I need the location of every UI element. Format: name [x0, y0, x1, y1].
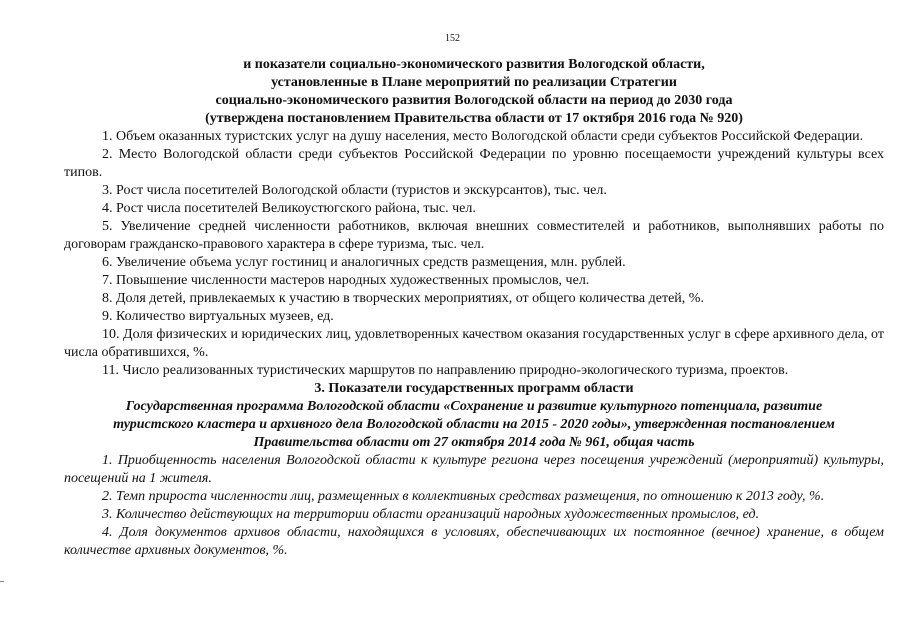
indicator-list: [64, 128, 884, 380]
header-line: и показатели социально-экономического развития Вологодской области,: [243, 57, 705, 72]
list-item: 1. Объем оказанных туристских услуг на душу населения, место Вологодской области среди субъектов Российской Федерации.: [102, 129, 864, 144]
scan-margin-mark: [0, 581, 4, 582]
list-item: 3. Рост числа посетителей Вологодской области (туристов и экскурсантов), тыс. чел.: [102, 183, 607, 198]
page-content: [64, 56, 884, 560]
program-indicator-list: [64, 452, 884, 560]
header-line: социально-экономического развития Вологодской области на период до 2030 года: [215, 93, 733, 108]
list-item: 10. Доля физических и юридических лиц, удовлетворенных качеством оказания государственных услуг в сфере архивного дела, от числа обратившихся, %.: [64, 327, 884, 360]
list-item: 8. Доля детей, привлекаемых к участию в творческих мероприятиях, от общего количества детей, %.: [102, 291, 704, 306]
list-item: 6. Увеличение объема услуг гостиниц и аналогичных средств размещения, млн. рублей.: [102, 255, 626, 270]
header-line: установленные в Плане мероприятий по реализации Стратегии: [271, 75, 677, 90]
header-line: (утверждена постановлением Правительства области от 17 октября 2016 года № 920): [205, 111, 743, 126]
list-item: 2. Место Вологодской области среди субъектов Российской Федерации по уровню посещаемости учреждений культуры всех типов.: [64, 147, 884, 180]
header-block: [64, 56, 884, 128]
page-number: 152: [445, 33, 460, 44]
program-title-line: туристского кластера и архивного дела Вологодской области на 2015 - 2020 годы», утвержденная постановлением: [113, 417, 835, 432]
section-title: 3. Показатели государственных программ области: [314, 381, 634, 396]
list-item: 1. Приобщенность населения Вологодской области к культуре региона через посещения учреждений (мероприятий) культуры, посещений на 1 жителя.: [64, 453, 884, 486]
list-item: 3. Количество действующих на территории области организаций народных художественных промыслов, ед.: [102, 507, 760, 522]
program-title-line: Правительства области от 27 октября 2014 года № 961, общая часть: [253, 435, 695, 450]
list-item: 2. Темп прироста численности лиц, размещенных в коллективных средствах размещения, по отношению к 2013 году, %.: [102, 489, 825, 504]
list-item: 11. Число реализованных туристических маршрутов по направлению природно-экологического туризма, проектов.: [102, 363, 789, 378]
list-item: 7. Повышение численности мастеров народных художественных промыслов, чел.: [102, 273, 590, 288]
list-item: 4. Доля документов архивов области, находящихся в условиях, обеспечивающих их постоянное (вечное) хранение, в общем количестве архивных документов, %.: [64, 525, 884, 558]
list-item: 4. Рост числа посетителей Великоустюгского района, тыс. чел.: [102, 201, 476, 216]
program-title-line: Государственная программа Вологодской области «Сохранение и развитие культурного потенциала, развитие: [125, 399, 823, 414]
program-heading: [64, 398, 884, 452]
list-item: 9. Количество виртуальных музеев, ед.: [102, 309, 334, 324]
list-item: 5. Увеличение средней численности работников, включая внешних совместителей и работников, выполнявших работы по договорам гражданско-правового характера в сфере туризма, тыс. чел.: [64, 219, 884, 252]
